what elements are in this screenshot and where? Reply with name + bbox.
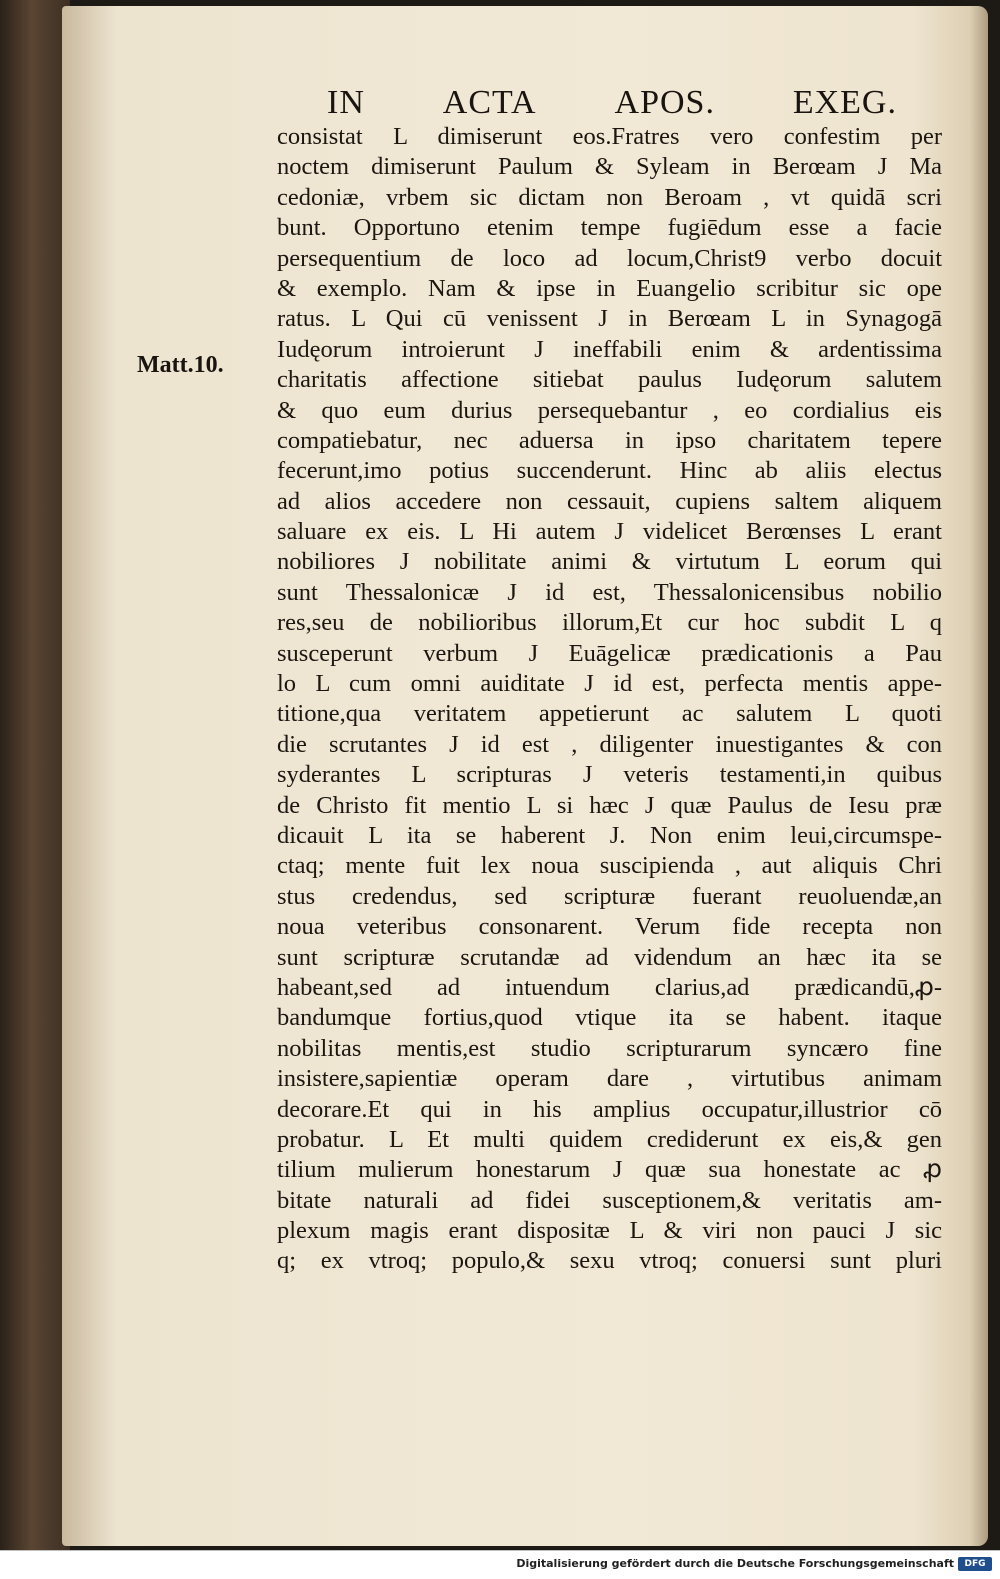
text-line: noctem dimiserunt Paulum & Syleam in Berœam J Ma — [277, 153, 942, 181]
text-line: bandumque fortius,quod vtique ita se habent. itaque — [277, 1004, 942, 1032]
running-head-word: EXEG. — [792, 84, 897, 121]
body-text — [277, 122, 942, 1277]
book-spine-edge — [0, 0, 70, 1578]
text-line: charitatis affectione sitiebat paulus Iudęorum salutem — [277, 366, 942, 394]
running-head-word: ACTA — [442, 84, 537, 121]
running-head-word: APOS. — [614, 84, 715, 121]
text-line: plexum magis erant dispositæ L & viri non pauci J sic — [277, 1217, 942, 1245]
footer-bar — [0, 1550, 1000, 1579]
text-line: dicauit L ita se haberent J. Non enim leui,circumspe- — [277, 821, 942, 849]
text-line: sunt Thessalonicæ J id est, Thessalonicensibus nobilio — [277, 578, 942, 606]
text-line: compatiebatur, nec aduersa in ipso charitatem tepere — [277, 426, 942, 454]
text-line: nobilitas mentis,est studio scripturarum syncæro fine — [277, 1034, 942, 1062]
text-line: insistere,sapientiæ operam dare , virtutibus animam — [277, 1065, 942, 1093]
text-line: res,seu de nobilioribus illorum,Et cur hoc subdit L q — [277, 609, 942, 637]
text-line: Iudęorum introierunt J ineffabili enim & ardentissima — [277, 335, 942, 363]
text-line: & quo eum durius persequebantur , eo cordialius eis — [277, 396, 942, 424]
text-line: ratus. L Qui cū venissent J in Berœam L in Synagogā — [277, 305, 942, 333]
text-line: tilium mulierum honestarum J quæ sua honestate ac ꝓ — [277, 1156, 942, 1184]
text-line: die scrutantes J id est , diligenter inuestigantes & con — [277, 730, 942, 758]
text-line: ad alios accedere non cessauit, cupiens saltem aliquem — [277, 487, 942, 515]
text-line: & exemplo. Nam & ipse in Euangelio scribitur sic ope — [277, 274, 942, 302]
text-line: bunt. Opportuno etenim tempe fugiēdum esse a facie — [277, 214, 942, 242]
text-line: lo L cum omni auiditate J id est, perfecta mentis appe- — [277, 670, 942, 698]
text-line: fecerunt,imo potius succenderunt. Hinc ab aliis electus — [277, 457, 942, 485]
text-line: ctaq; mente fuit lex noua suscipienda , aut aliquis Chri — [277, 852, 942, 880]
text-line: habeant,sed ad intuendum clarius,ad prædicandū,ꝓ- — [277, 973, 942, 1001]
text-line: titione,qua veritatem appetierunt ac salutem L quoti — [277, 700, 942, 728]
text-line: cedoniæ, vrbem sic dictam non Beroam , vt quidā scri — [277, 183, 942, 211]
page-edge-shadow — [970, 6, 988, 1546]
funding-credit: Digitalisierung gefördert durch die Deutsche Forschungsgemeinschaft — [516, 1557, 954, 1570]
text-line: q; ex vtroq; populo,& sexu vtroq; conuersi sunt pluri — [277, 1247, 942, 1275]
marginal-note: Matt.10. — [137, 352, 224, 378]
text-line: consistat L dimiserunt eos.Fratres vero confestim per — [277, 123, 942, 150]
text-line: susceperunt verbum J Euāgelicæ prædicationis a Pau — [277, 639, 942, 667]
text-line: syderantes L scripturas J veteris testamenti,in quibus — [277, 761, 942, 789]
text-line: noua veteribus consonarent. Verum fide recepta non — [277, 913, 942, 941]
running-head-word: IN — [327, 84, 365, 121]
text-line: probatur. L Et multi quidem crediderunt ex eis,& gen — [277, 1125, 942, 1153]
running-head — [327, 84, 897, 122]
text-line: decorare.Et qui in his amplius occupatur,illustrior cō — [277, 1095, 942, 1123]
text-line: sunt scripturæ scrutandæ ad videndum an hæc ita se — [277, 943, 942, 971]
text-line: saluare ex eis. L Hi autem J videlicet Berœnses L erant — [277, 518, 942, 546]
text-line: stus credendus, sed scripturæ fuerant reuoluendæ,an — [277, 882, 942, 910]
dfg-logo-icon: DFG — [958, 1557, 992, 1571]
text-line: nobiliores J nobilitate animi & virtutum L eorum qui — [277, 548, 942, 576]
text-line: persequentium de loco ad locum,Christ9 verbo docuit — [277, 244, 942, 272]
text-line: bitate naturali ad fidei susceptionem,& veritatis am- — [277, 1186, 942, 1214]
text-line: de Christo fit mentio L si hæc J quæ Paulus de Iesu præ — [277, 791, 942, 819]
